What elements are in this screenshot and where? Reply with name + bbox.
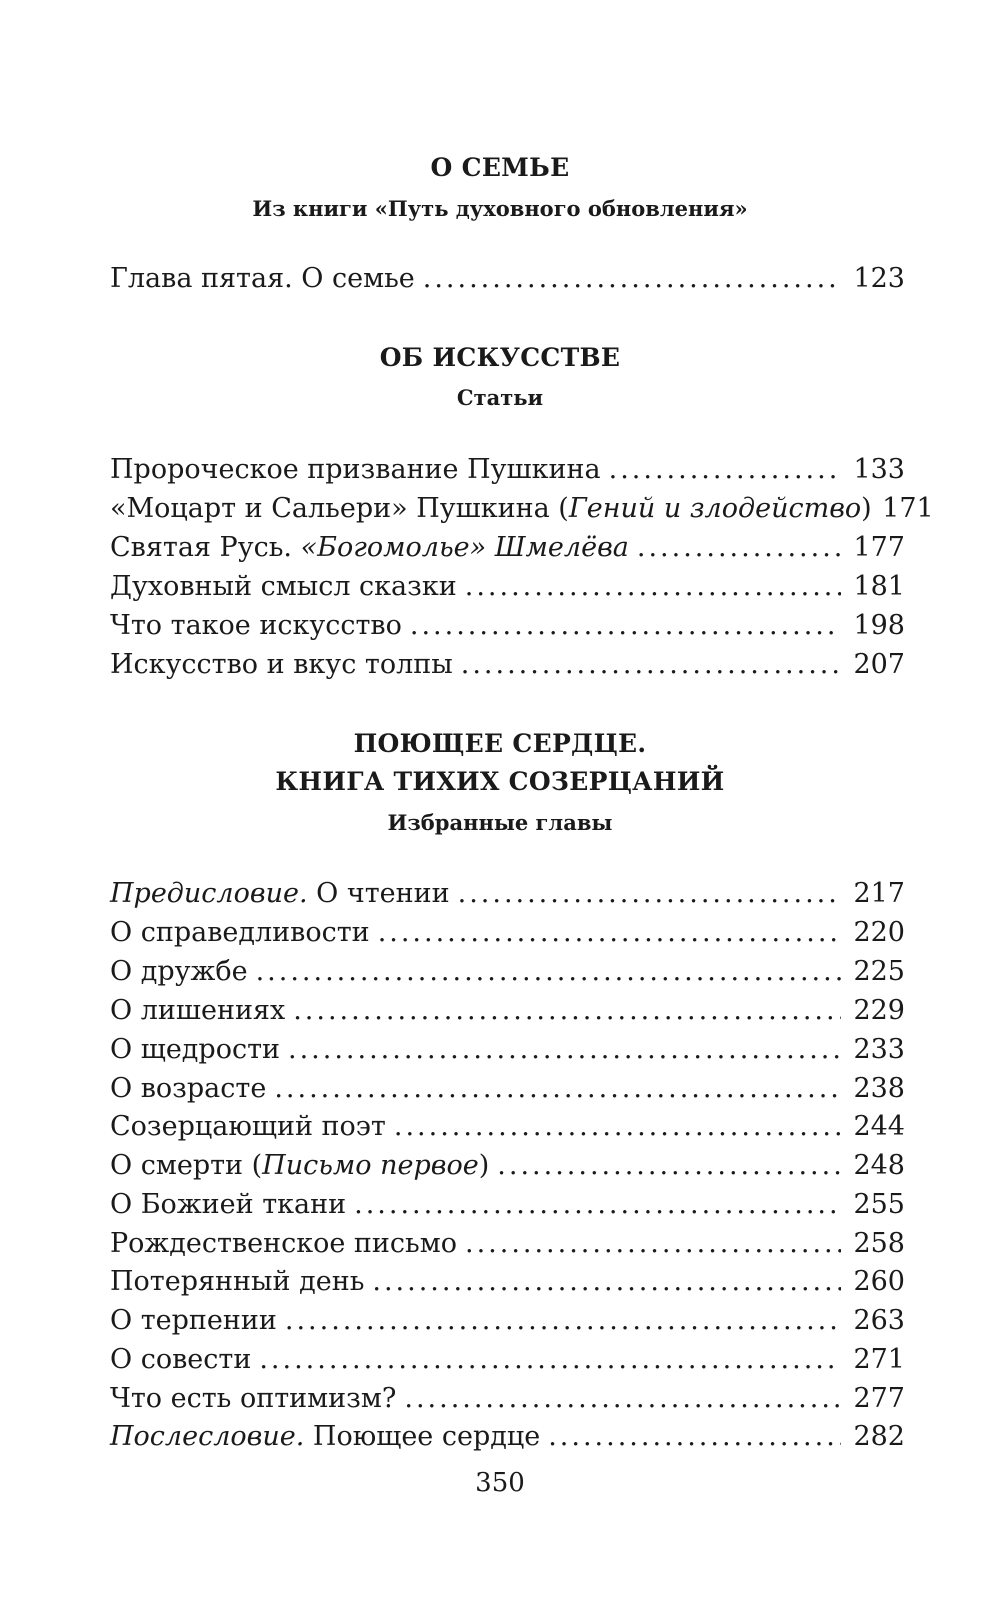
dot-leader [372, 1266, 841, 1297]
toc-page-number: 217 [853, 878, 905, 909]
toc-entry-title: Потерянный день [110, 1266, 365, 1297]
toc-entry[interactable] [110, 956, 905, 992]
dot-leader [293, 995, 841, 1026]
page-number: 350 [475, 1468, 525, 1498]
dot-leader [465, 571, 841, 602]
dot-leader [410, 610, 841, 641]
toc-entry-title: Предисловие. О чтении [110, 878, 450, 909]
toc-entry[interactable] [110, 1150, 905, 1186]
toc-entry[interactable] [110, 1305, 905, 1341]
toc-entry-title: Искусство и вкус толпы [110, 649, 453, 680]
section-subtitle-selected-chapters: Избранные главы [387, 810, 613, 835]
toc-page-number: 255 [853, 1189, 905, 1220]
toc-entry[interactable] [110, 493, 934, 529]
toc-page-number: 263 [853, 1305, 905, 1336]
toc-page-number: 277 [853, 1383, 905, 1414]
toc-entry-title: О смерти (Письмо первое) [110, 1150, 490, 1181]
toc-entry[interactable] [110, 571, 905, 607]
toc-page-number: 198 [853, 610, 905, 641]
toc-entry-title: Созерцающий поэт [110, 1111, 386, 1142]
toc-entry-title: О возрасте [110, 1073, 267, 1104]
toc-page-number: 260 [853, 1266, 905, 1297]
toc-entry-title: О Божией ткани [110, 1189, 347, 1220]
toc-page-number: 207 [853, 649, 905, 680]
toc-page-number: 133 [853, 454, 905, 485]
toc-page-number: 229 [853, 995, 905, 1026]
toc-page-number: 181 [853, 571, 905, 602]
toc-entry-title: Что есть оптимизм? [110, 1383, 397, 1414]
section-title-singing-heart: ПОЮЩЕЕ СЕРДЦЕ. [353, 729, 647, 758]
dot-leader [259, 1344, 841, 1375]
toc-page-number: 244 [853, 1111, 905, 1142]
dot-leader [274, 1073, 841, 1104]
toc-entry[interactable] [110, 1034, 905, 1070]
section-subtitle-art: Статьи [456, 385, 544, 410]
dot-leader [465, 1228, 841, 1259]
dot-leader [256, 956, 841, 987]
dot-leader [378, 917, 841, 948]
toc-entry[interactable] [110, 532, 905, 568]
section-title-quiet-contemplations: КНИГА ТИХИХ СОЗЕРЦАНИЙ [275, 767, 725, 796]
toc-entry[interactable] [110, 1266, 905, 1302]
dot-leader [637, 532, 841, 563]
dot-leader [354, 1189, 841, 1220]
toc-entry-title: «Моцарт и Сальери» Пушкина (Гений и злодейство) [110, 493, 872, 524]
toc-entry[interactable] [110, 995, 905, 1031]
section-subtitle-family: Из книги «Путь духовного обновления» [252, 196, 748, 221]
toc-entry-title: О справедливости [110, 917, 370, 948]
toc-entry-title: О терпении [110, 1305, 277, 1336]
toc-entry[interactable] [110, 1189, 905, 1225]
toc-entry-title: Пророческое призвание Пушкина [110, 454, 601, 485]
toc-entry-title: Глава пятая. О семье [110, 263, 415, 294]
toc-page-number: 248 [853, 1150, 905, 1181]
toc-entry[interactable] [110, 1228, 905, 1264]
toc-entry-title: Рождественское письмо [110, 1228, 457, 1259]
toc-page-number: 123 [853, 263, 905, 294]
toc-entry-title: О дружбе [110, 956, 248, 987]
toc-entry-title: Что такое искусство [110, 610, 402, 641]
toc-page-number: 271 [853, 1344, 905, 1375]
toc-page-number: 225 [853, 956, 905, 987]
toc-entry-title: Духовный смысл сказки [110, 571, 457, 602]
dot-leader [285, 1305, 841, 1336]
toc-entry-title: О лишениях [110, 995, 286, 1026]
toc-entry-title: Послесловие. Поющее сердце [110, 1421, 541, 1452]
toc-entry[interactable] [110, 610, 905, 646]
dot-leader [461, 649, 841, 680]
toc-entry[interactable] [110, 917, 905, 953]
toc-page-number: 171 [882, 493, 934, 524]
toc-entry-title: О щедрости [110, 1034, 281, 1065]
toc-entry[interactable] [110, 454, 905, 490]
toc-page-number: 220 [853, 917, 905, 948]
toc-entry[interactable] [110, 1344, 905, 1380]
dot-leader [423, 263, 841, 294]
dot-leader [404, 1383, 841, 1414]
toc-entry[interactable] [110, 1383, 905, 1419]
toc-entry-title: Святая Русь. «Богомолье» Шмелёва [110, 532, 629, 563]
toc-page-number: 258 [853, 1228, 905, 1259]
toc-entry[interactable] [110, 1073, 905, 1109]
dot-leader [394, 1111, 841, 1142]
toc-page-number: 233 [853, 1034, 905, 1065]
dot-leader [458, 878, 841, 909]
toc-page-number: 282 [853, 1421, 905, 1452]
toc-page-number: 238 [853, 1073, 905, 1104]
toc-entry-title: О совести [110, 1344, 252, 1375]
toc-entry[interactable] [110, 649, 905, 685]
dot-leader [497, 1150, 841, 1181]
dot-leader [288, 1034, 841, 1065]
dot-leader [548, 1421, 841, 1452]
toc-entry[interactable] [110, 1111, 905, 1147]
toc-entry[interactable] [110, 1421, 905, 1457]
toc-page-number: 177 [853, 532, 905, 563]
toc-entry[interactable] [110, 263, 905, 299]
toc-entry[interactable] [110, 878, 905, 914]
section-title-family: О СЕМЬЕ [430, 153, 570, 182]
section-title-art: ОБ ИСКУССТВЕ [379, 343, 621, 372]
dot-leader [609, 454, 841, 485]
